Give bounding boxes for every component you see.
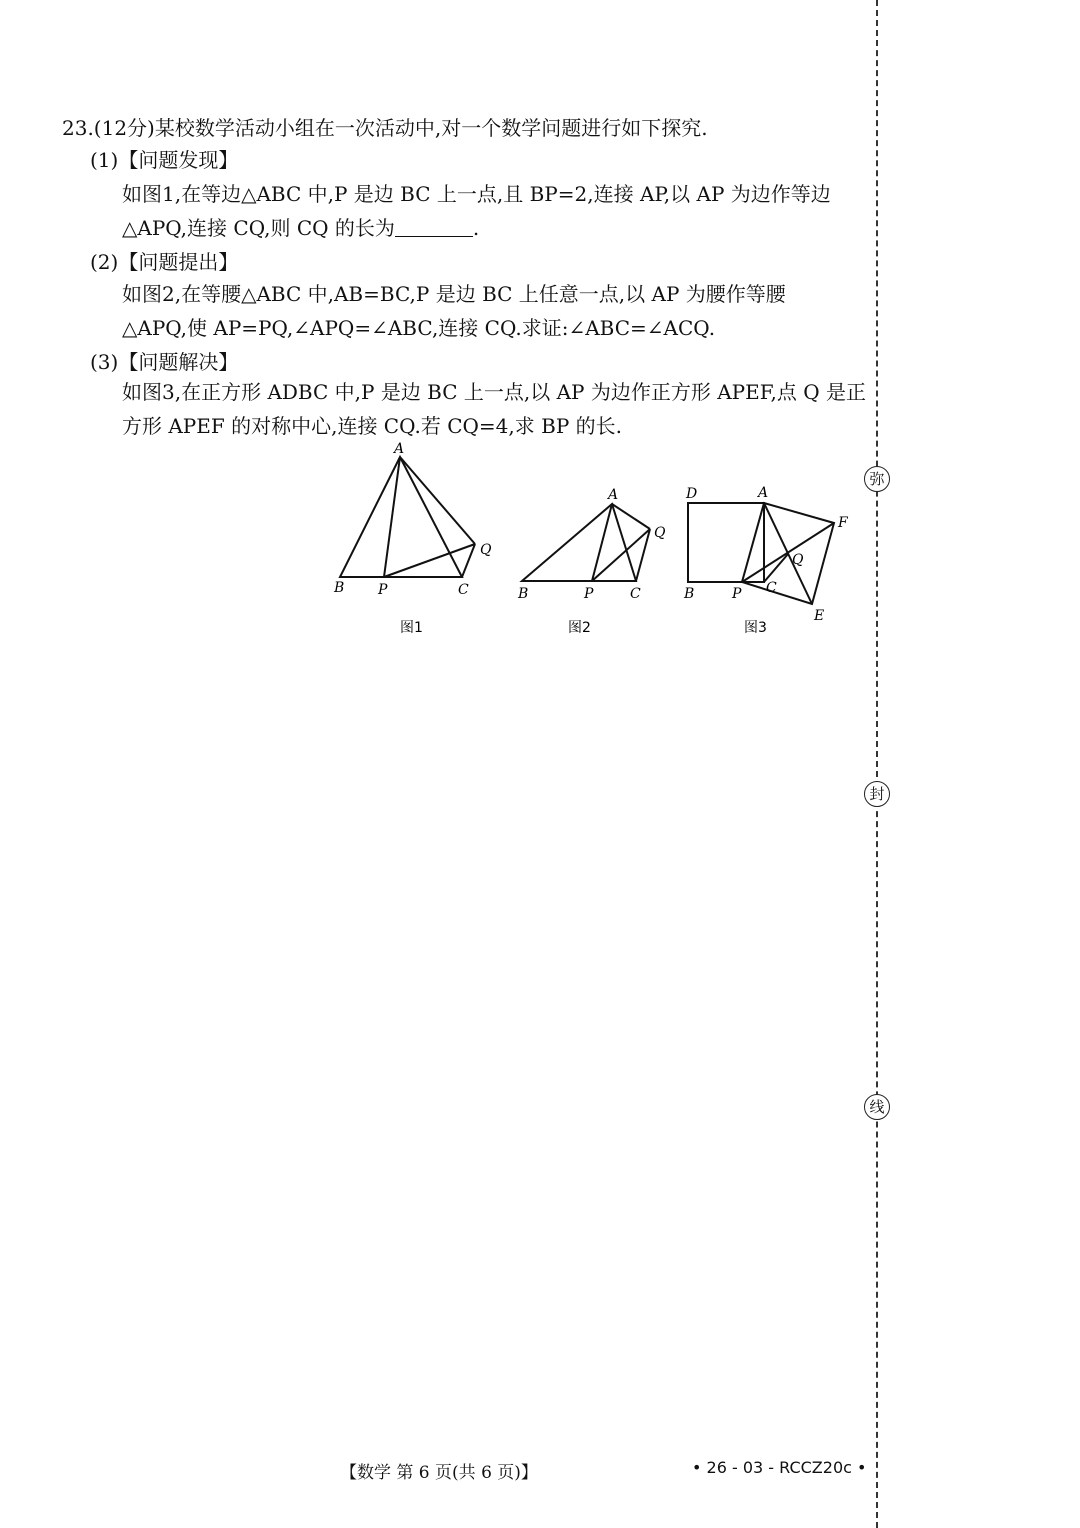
- footer-page-info: 【数学 第 6 页(共 6 页)】: [340, 1463, 538, 1483]
- part3-label: (3)【问题解决】: [90, 350, 239, 374]
- figure-3: [682, 440, 872, 640]
- fig3-label-b: B: [684, 586, 695, 602]
- fig2-label-a: A: [608, 487, 619, 503]
- fig3-label-e: E: [814, 608, 825, 624]
- fig2-label-p: P: [584, 586, 594, 602]
- fig2-caption: 图2: [568, 620, 591, 636]
- part1-label: (1)【问题发现】: [90, 148, 239, 172]
- fig3-label-d: D: [686, 486, 698, 502]
- fig1-triangle-abc: [340, 457, 462, 577]
- fig2-segment-pq: [592, 529, 650, 581]
- fig1-label-b: B: [334, 580, 345, 596]
- binding-mark-feng: 封: [864, 781, 890, 807]
- fig1-label-p: P: [378, 582, 388, 598]
- footer-code: • 26 - 03 - RCCZ20c •: [692, 1458, 867, 1477]
- fig3-label-q: Q: [792, 552, 804, 568]
- fig1-segment-pq: [384, 544, 475, 577]
- fig3-segment-cq: [764, 554, 788, 582]
- fig2-label-c: C: [630, 586, 641, 602]
- figure-2: [518, 440, 688, 640]
- fig3-label-a: A: [758, 485, 769, 501]
- fig1-caption: 图1: [400, 620, 423, 636]
- fig2-triangle-abc: [522, 504, 636, 581]
- fig2-segment-cq: [636, 529, 650, 581]
- fig3-label-f: F: [838, 515, 848, 531]
- answer-blank[interactable]: [395, 216, 473, 237]
- part3-line1: 如图3,在正方形 ADBC 中,P 是边 BC 上一点,以 AP 为边作正方形 APEF,点 Q 是正: [122, 380, 866, 404]
- fig1-label-q: Q: [480, 542, 492, 558]
- part2-line1: 如图2,在等腰△ABC 中,AB=BC,P 是边 BC 上任意一点,以 AP 为腰作等腰: [122, 282, 786, 306]
- part1-line1: 如图1,在等边△ABC 中,P 是边 BC 上一点,且 BP=2,连接 AP,以 AP 为边作等边: [122, 182, 831, 206]
- figure-1: [332, 440, 512, 640]
- fig3-label-p: P: [732, 586, 742, 602]
- fig2-label-b: B: [518, 586, 529, 602]
- binding-dashed-line: [876, 0, 882, 1528]
- part2-line2: △APQ,使 AP=PQ,∠APQ=∠ABC,连接 CQ.求证:∠ABC=∠ACQ.: [122, 316, 716, 340]
- part1-line2: [122, 212, 479, 244]
- figures-row: [320, 440, 860, 650]
- part3-line2: 方形 APEF 的对称中心,连接 CQ.若 CQ=4,求 BP 的长.: [122, 414, 622, 438]
- fig1-label-a: A: [394, 441, 405, 457]
- fig2-label-q: Q: [654, 525, 666, 541]
- fig3-label-c: C: [766, 580, 777, 596]
- part1-line2-end: .: [472, 216, 480, 240]
- part1-line2-text: △APQ,连接 CQ,则 CQ 的长为: [122, 216, 395, 240]
- fig1-label-c: C: [458, 582, 469, 598]
- part2-label: (2)【问题提出】: [90, 250, 239, 274]
- fig2-segment-ap: [592, 504, 612, 581]
- binding-mark-mi: 弥: [864, 466, 890, 492]
- question-title: 23.(12分)某校数学活动小组在一次活动中,对一个数学问题进行如下探究.: [62, 116, 708, 140]
- fig3-caption: 图3: [744, 620, 767, 636]
- binding-mark-xian: 线: [864, 1094, 890, 1120]
